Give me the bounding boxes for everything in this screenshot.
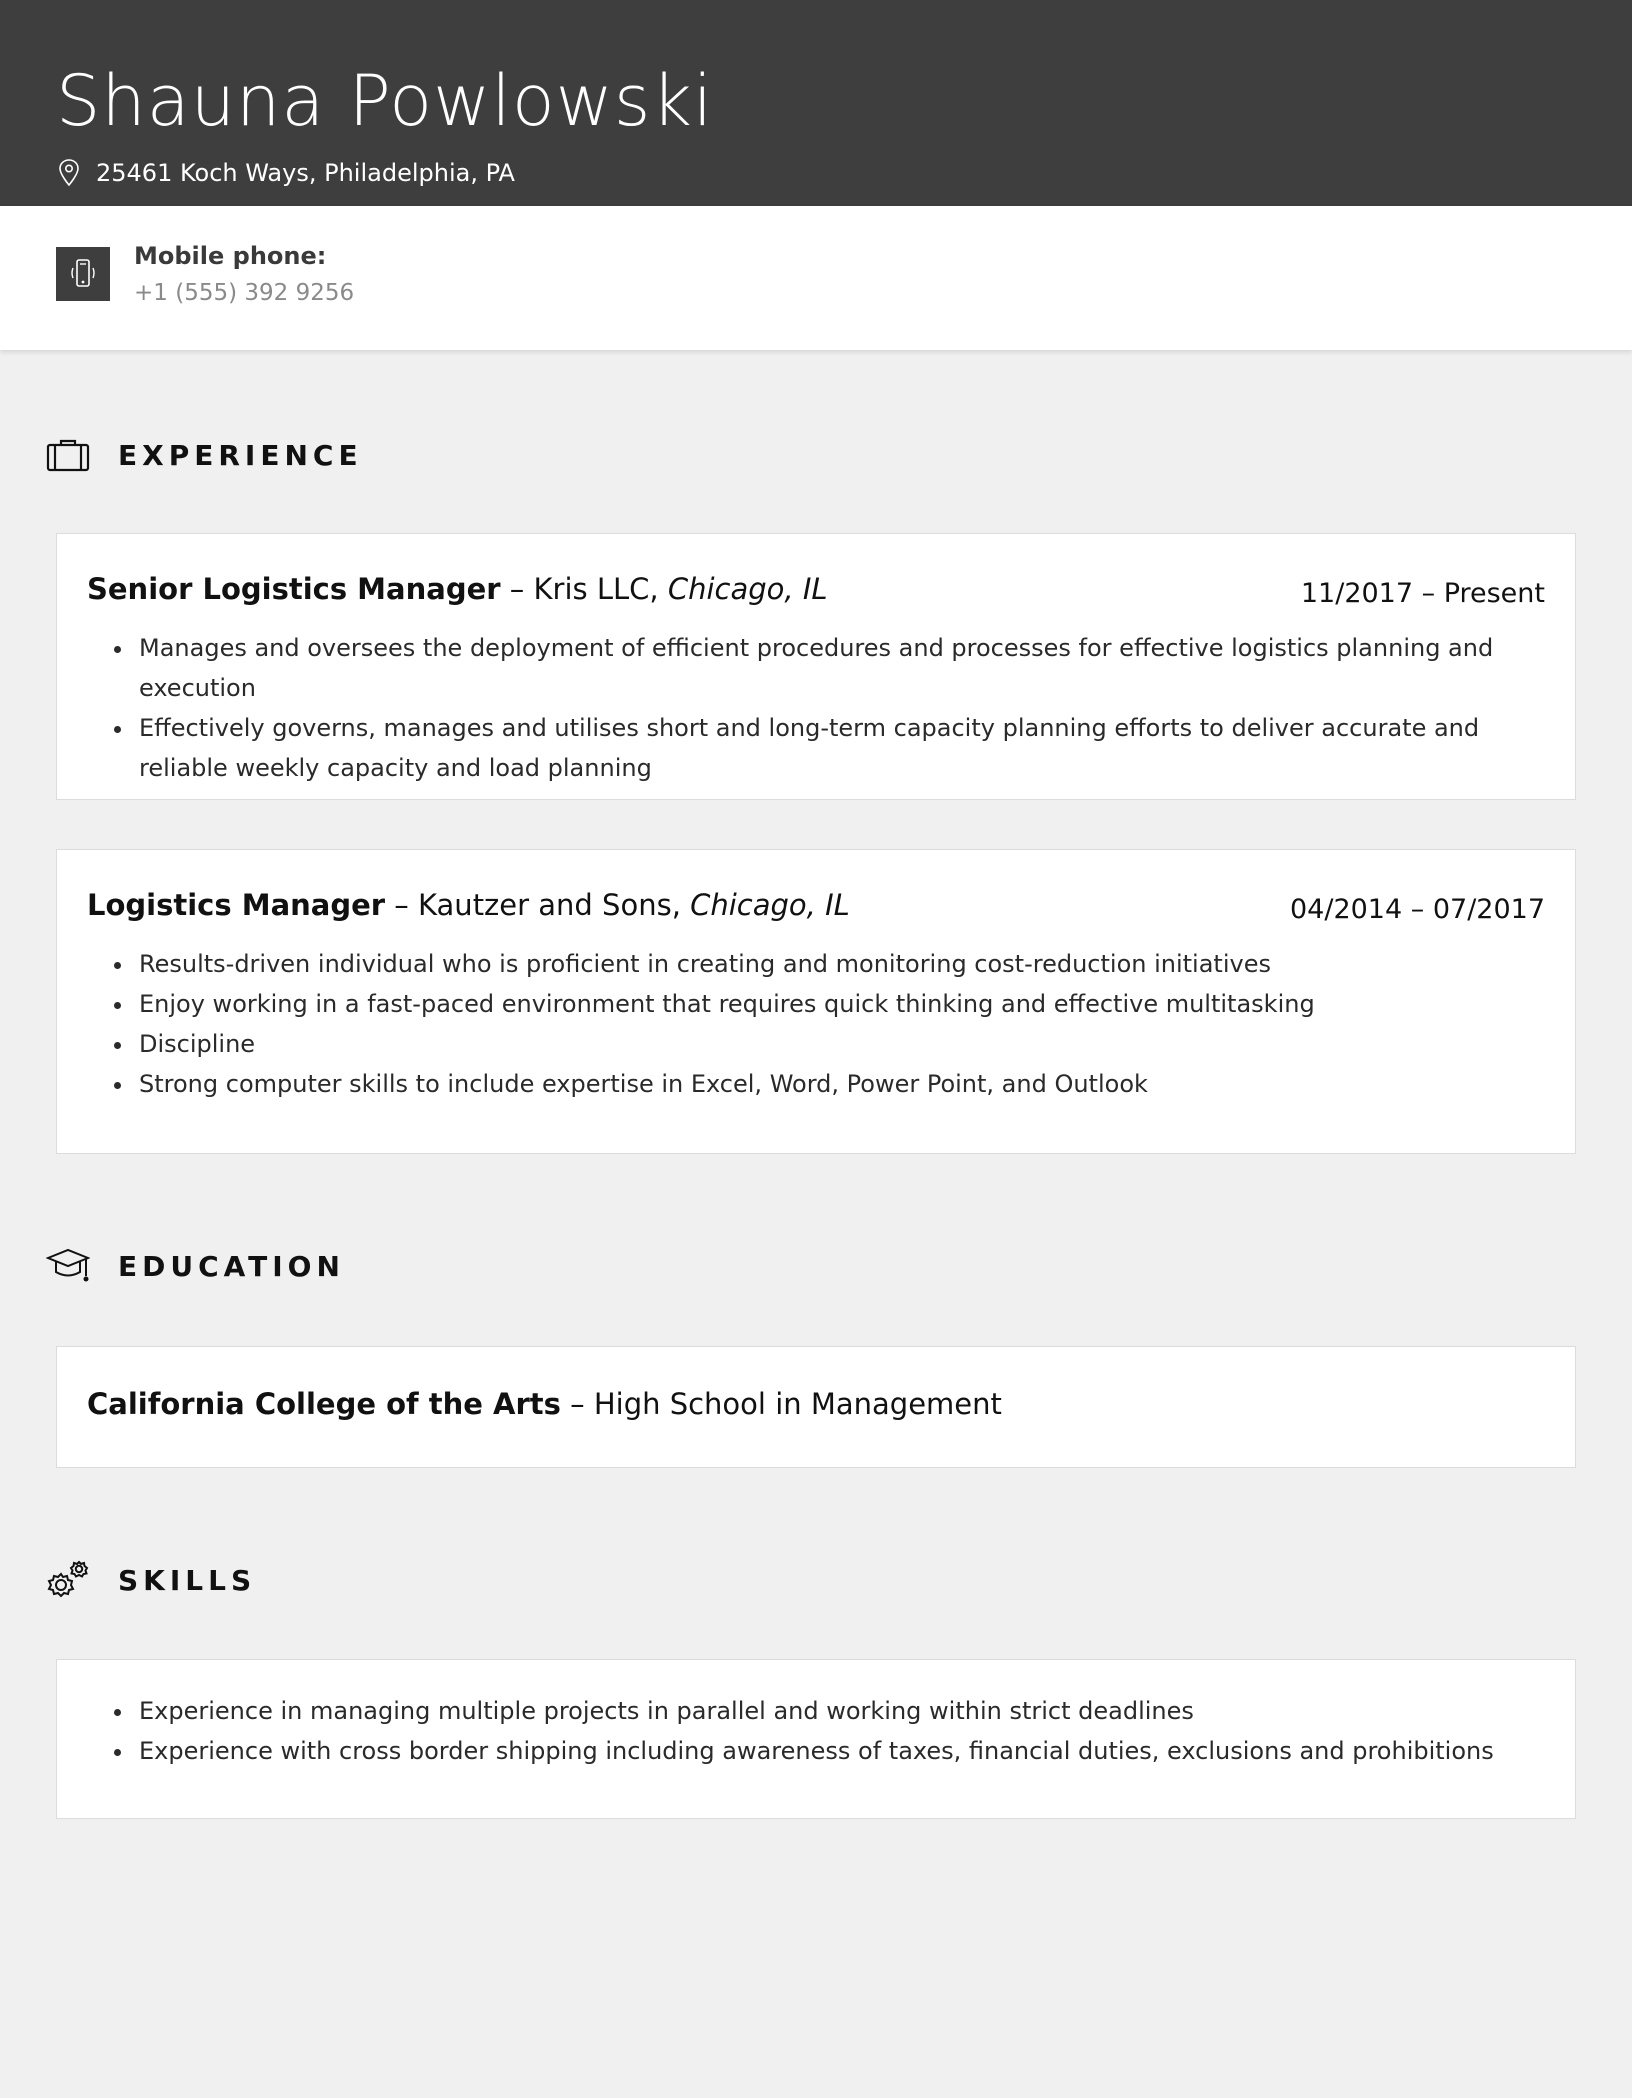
job-title: Senior Logistics Manager (87, 572, 501, 606)
location-pin-icon (56, 158, 82, 188)
candidate-name: Shauna Powlowski (56, 60, 714, 142)
phone-icon-box (56, 247, 110, 301)
list-item: • Effectively governs, manages and utilises short and long-term capacity planning efforts to deliver accurate and reliable weekly capacity and load planning (135, 708, 1525, 788)
address-text: 25461 Koch Ways, Philadelphia, PA (96, 159, 515, 187)
phone-number: +1 (555) 392 9256 (134, 280, 355, 306)
education-section-title (46, 1244, 345, 1288)
job-location: Chicago, IL (690, 888, 850, 922)
job-bullets (135, 628, 1525, 788)
job-title: Logistics Manager (87, 888, 386, 922)
school-name: California College of the Arts (87, 1387, 561, 1421)
skills-heading: SKILLS (118, 1563, 257, 1597)
contact-bar (0, 206, 1632, 350)
education-entry (56, 1346, 1576, 1468)
company-name: Kautzer and Sons (418, 888, 672, 922)
list-item: • Experience in managing multiple projects in parallel and working within strict deadlines (135, 1691, 1525, 1731)
list-item: • Results-driven individual who is proficient in creating and monitoring cost-reduction initiatives (135, 944, 1525, 984)
list-item: • Strong computer skills to include expertise in Excel, Word, Power Point, and Outlook (135, 1064, 1525, 1104)
list-item: • Experience with cross border shipping including awareness of taxes, financial duties, exclusions and prohibitions (135, 1731, 1525, 1771)
education-line: California College of the Arts – High School in Management (87, 1387, 1002, 1421)
skills-section-title (46, 1558, 256, 1602)
phone-label: Mobile phone: (134, 242, 327, 270)
job-heading: Logistics Manager – Kautzer and Sons, Chicago, IL (87, 888, 850, 922)
job-dates: 11/2017 – Present (1300, 578, 1545, 609)
skills-list (135, 1691, 1525, 1771)
gears-icon (46, 1558, 90, 1602)
mobile-phone-icon (66, 256, 100, 292)
experience-entry (56, 849, 1576, 1154)
degree-name: High School in Management (593, 1387, 1002, 1421)
list-item: • Enjoy working in a fast-paced environment that requires quick thinking and effective multitasking (135, 984, 1525, 1024)
experience-entry (56, 533, 1576, 800)
experience-heading: EXPERIENCE (118, 438, 363, 472)
graduation-cap-icon (46, 1244, 90, 1288)
experience-section-title (46, 433, 363, 477)
resume-header (0, 0, 1632, 206)
skills-card (56, 1659, 1576, 1819)
job-heading: Senior Logistics Manager – Kris LLC, Chicago, IL (87, 572, 828, 606)
list-item: • Discipline (135, 1024, 1525, 1064)
education-heading: EDUCATION (118, 1249, 345, 1283)
company-name: Kris LLC (533, 572, 650, 606)
job-bullets (135, 944, 1525, 1104)
job-dates: 04/2014 – 07/2017 (1290, 894, 1545, 925)
address-line (56, 158, 515, 188)
briefcase-icon (46, 433, 90, 477)
list-item: • Manages and oversees the deployment of efficient procedures and processes for effective logistics planning and execution (135, 628, 1525, 708)
job-location: Chicago, IL (667, 572, 828, 606)
